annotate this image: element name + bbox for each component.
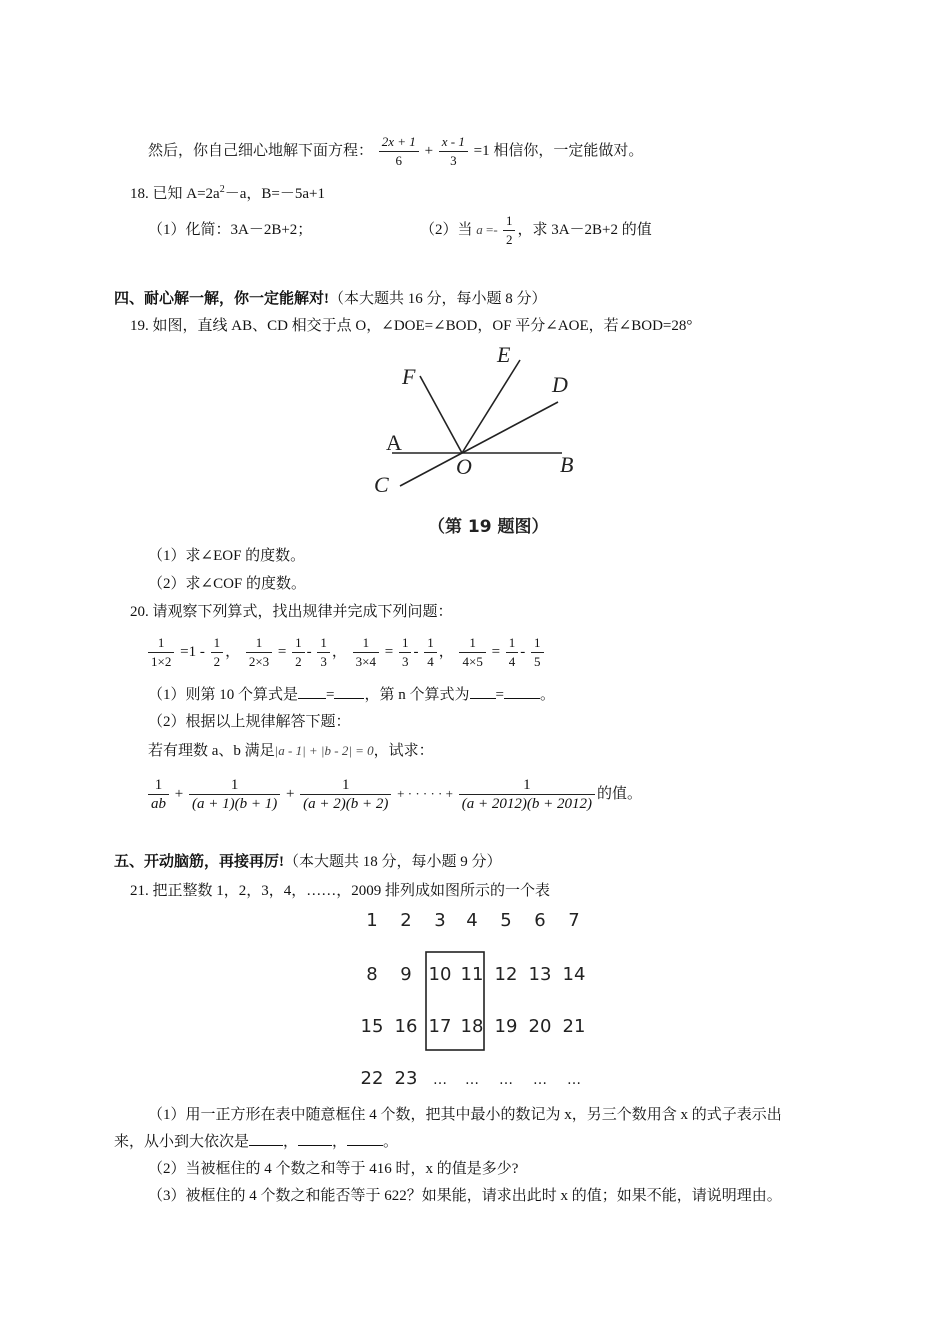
intro-fraction-2 xyxy=(439,134,468,169)
q18-stem-suffix: －a，B=－5a+1 xyxy=(224,186,325,202)
sum-term-2: $\frac{1}{(a + 1)(b + 1)}$ xyxy=(189,777,280,812)
q18-part2-prefix: （2）当 xyxy=(420,222,473,238)
intro-fraction-1-den: 6 xyxy=(395,153,403,168)
q20-cond-prefix: 若有理数 a、b 满足 xyxy=(148,743,275,759)
series-2-lhs: $\frac{1}{2\times 3}$ xyxy=(246,635,272,670)
table-cell: 14 xyxy=(562,964,586,985)
series-1-lhs-den: 1×2 xyxy=(151,654,172,670)
series-2-a: 2 xyxy=(295,654,302,670)
intro-prefix: 然后，你自己细心地解下面方程： xyxy=(148,142,374,159)
q19-part2 xyxy=(148,574,306,594)
sum-tail: 的值。 xyxy=(596,786,642,802)
section5-title: 五、开动脑筋，再接再厉! xyxy=(114,854,284,870)
q20-part2-text: （2）根据以上规律解答下题： xyxy=(148,714,351,730)
q18-part1-text: （1）化简：3A－2B+2； xyxy=(148,222,313,238)
q21-part2-text: （2）当被框住的 4 个数之和等于 416 时，x 的值是多少? xyxy=(148,1161,519,1177)
q18-stem xyxy=(130,180,325,204)
intro-suffix: 相信你，一定能做对。 xyxy=(493,142,644,159)
table-cell: 4 xyxy=(466,910,478,931)
q19-part1-text: （1）求∠EOF 的度数。 xyxy=(148,548,306,564)
q20-cond-expr: |a - 1| + |b - 2| = 0 xyxy=(274,743,374,758)
q18-part2-var: a xyxy=(476,222,483,237)
q20-part2 xyxy=(148,712,351,732)
q20-condition xyxy=(148,741,434,761)
table-cell: 3 xyxy=(434,910,446,931)
q20-part1-a: （1）则第 10 个算式是 xyxy=(148,687,299,703)
label-f: F xyxy=(402,364,416,389)
intro-fraction-2-num: x - 1 xyxy=(439,134,468,152)
table-cell: … xyxy=(433,1072,447,1088)
table-cell: … xyxy=(499,1072,513,1088)
blank-7[interactable] xyxy=(347,1131,383,1146)
series-3-a: 3 xyxy=(401,654,409,670)
line-cd xyxy=(400,402,558,486)
table-cell: 19 xyxy=(494,1016,518,1037)
series-3-b: 4 xyxy=(427,654,434,670)
q21-part2 xyxy=(148,1159,518,1179)
q19-stem-text: 19. 如图，直线 AB、CD 相交于点 O，∠DOE=∠BOD，OF 平分∠AOE，若∠BOD=28° xyxy=(130,318,693,334)
q21-sep-1: ， xyxy=(283,1134,299,1150)
q19-part1 xyxy=(148,546,305,566)
table-cell: 15 xyxy=(360,1016,384,1037)
intro-fraction-1 xyxy=(379,134,419,169)
table-cell: … xyxy=(533,1072,547,1088)
blank-2[interactable] xyxy=(334,684,364,699)
table-cell: 7 xyxy=(568,910,580,931)
series-2-b: 3 xyxy=(320,654,327,670)
section4-heading xyxy=(114,289,547,309)
series-1-rhs: $\frac{1}{2}$ xyxy=(211,635,224,670)
section5-heading xyxy=(114,852,502,872)
figure-19-caption: （第 19 题图） xyxy=(428,517,549,537)
table-cell: 5 xyxy=(500,910,512,931)
series-2-rhs-b: $\frac{1}{3}$ xyxy=(317,635,330,670)
section4-note: （本大题共 16 分，每小题 8 分） xyxy=(329,291,547,307)
blank-3[interactable] xyxy=(470,684,496,699)
q20-stem xyxy=(130,602,453,622)
table-cell: 10 xyxy=(428,964,452,985)
intro-fraction-1-num: 2x + 1 xyxy=(379,134,419,152)
series-4-rhs-b: $\frac{1}{5}$ xyxy=(531,635,544,670)
series-1-a: 1 xyxy=(188,644,197,660)
sum-term-3-den: (a + 2)(b + 2) xyxy=(303,796,389,813)
series-3-lhs: $\frac{1}{3\times 4}$ xyxy=(353,635,379,670)
q19-part2-text: （2）求∠COF 的度数。 xyxy=(148,576,306,592)
q18-stem-prefix: 18. 已知 A=2a xyxy=(130,186,220,202)
table-cell: … xyxy=(567,1072,581,1088)
series-4-lhs-den: 4×5 xyxy=(462,654,483,670)
label-c: C xyxy=(374,472,389,497)
series-4-lhs: $\frac{1}{4\times 5}$ xyxy=(459,635,485,670)
series-4-a: 4 xyxy=(508,654,516,670)
label-a: A xyxy=(386,430,402,455)
table-cell: 1 xyxy=(366,910,378,931)
table-cell: 12 xyxy=(494,964,518,985)
q20-part1-e: 。 xyxy=(539,687,555,703)
q18-part2-eq: =- xyxy=(482,222,501,237)
q20-part1 xyxy=(148,684,555,705)
series-3-rhs-b: $\frac{1}{4}$ xyxy=(424,635,437,670)
table-cell: 2 xyxy=(400,910,412,931)
q21-part3-text: （3）被框住的 4 个数之和能否等于 622？如果能，请求出此时 x 的值；如果不能，请说明理由。 xyxy=(148,1188,782,1204)
sum-term-1-den: ab xyxy=(151,796,166,813)
table-cell: 18 xyxy=(460,1016,484,1037)
ray-of xyxy=(420,376,462,453)
q21-part1-line1 xyxy=(148,1105,782,1125)
intro-line xyxy=(148,134,644,168)
table-cell: 20 xyxy=(528,1016,552,1037)
number-table xyxy=(360,908,590,1088)
table-cell: 9 xyxy=(400,964,412,985)
figure-19 xyxy=(372,340,594,540)
sum-term-4-den: (a + 2012)(b + 2012) xyxy=(461,796,592,813)
q18-part2-num: 1 xyxy=(503,213,516,231)
series-4-b: 5 xyxy=(534,654,541,670)
series-4-rhs-a: $\frac{1}{4}$ xyxy=(506,635,519,670)
q18-part2-fraction xyxy=(503,213,516,248)
section4-title: 四、耐心解一解，你一定能解对! xyxy=(114,291,329,307)
q20-stem-text: 20. 请观察下列算式，找出规律并完成下列问题： xyxy=(130,604,453,620)
table-cell: 21 xyxy=(562,1016,586,1037)
blank-5[interactable] xyxy=(249,1131,283,1146)
q20-sum: $\frac{1}{ab}$ + $\frac{1}{(a + 1)(b + 1)}$ + $\frac{1}{(a + 2)(b + 2)}$ + · · · · · + $\frac{1}{(a + 2012)(b + 2012)}$ 的值。 xyxy=(146,770,642,818)
q21-end: 。 xyxy=(383,1134,399,1150)
series-3-lhs-den: 3×4 xyxy=(355,654,376,670)
q21-stem xyxy=(130,881,550,901)
table-cell: 8 xyxy=(366,964,378,985)
ray-oe xyxy=(462,360,520,453)
series-2-rhs-a: $\frac{1}{2}$ xyxy=(292,635,305,670)
q21-part1-line2-text: 来，从小到大依次是 xyxy=(114,1134,250,1150)
sum-term-3: $\frac{1}{(a + 2)(b + 2)}$ xyxy=(300,777,391,812)
series-1-lhs: $\frac{1}{1\times 2}$ xyxy=(148,635,174,670)
label-b: B xyxy=(560,452,574,477)
blank-6[interactable] xyxy=(298,1131,332,1146)
table-cell: 16 xyxy=(394,1016,418,1037)
q21-sep-2: ， xyxy=(332,1134,348,1150)
sum-term-4: $\frac{1}{(a + 2012)(b + 2012)}$ xyxy=(459,777,595,812)
blank-4[interactable] xyxy=(504,684,540,699)
series-2-lhs-den: 2×3 xyxy=(248,654,270,670)
intro-equals: =1 xyxy=(473,142,490,159)
intro-fraction-2-den: 3 xyxy=(450,153,457,168)
series-1-b: 2 xyxy=(213,654,221,670)
table-cell: … xyxy=(465,1072,479,1088)
q18-part2 xyxy=(420,212,652,248)
sum-dots: + · · · · · + xyxy=(397,786,453,801)
q20-part1-c: ，第 n 个算式为 xyxy=(364,687,470,703)
intro-plus: + xyxy=(424,142,434,159)
q21-stem-text: 21. 把正整数 1，2，3，4，……，2009 排列成如图所示的一个表 xyxy=(130,883,551,899)
q20-part1-d: = xyxy=(495,687,504,703)
blank-1[interactable] xyxy=(298,684,326,699)
sum-term-2-den: (a + 1)(b + 1) xyxy=(191,796,278,813)
sum-term-1: $\frac{1}{ab}$ xyxy=(148,777,169,812)
q18-part2-suffix: ，求 3A－2B+2 的值 xyxy=(517,222,652,238)
q21-part1-line1-text: （1）用一正方形在表中随意框住 4 个数，把其中最小的数记为 x，另三个数用含 x 的式子表示出 xyxy=(148,1107,782,1123)
q18-part1 xyxy=(148,220,312,240)
q20-series: $\frac{1}{1\times 2}$ =1 - $\frac{1}{2}$ ， $\frac{1}{2\times 3}$ = $\frac{1}{2}$ - $\frac{1}{3}$ ， $\frac{1}{3\times 4}$ = $\frac{1}{3}$ - $\frac{1}{4}$ ， $\frac{1}{4\times 5}$ = $\frac{1}{4}$ - $\frac{1}{5}$ xyxy=(146,630,546,674)
q21-part3 xyxy=(148,1186,782,1206)
label-e: E xyxy=(497,342,511,367)
table-cell: 13 xyxy=(528,964,552,985)
q19-stem xyxy=(130,316,692,336)
table-cell: 6 xyxy=(534,910,546,931)
table-cell: 22 xyxy=(360,1068,384,1088)
section5-note: （本大题共 18 分，每小题 9 分） xyxy=(284,854,502,870)
q20-cond-suffix: ，试求： xyxy=(373,743,434,759)
table-cell: 23 xyxy=(394,1068,418,1088)
q20-part1-b: = xyxy=(326,687,335,703)
table-cell: 11 xyxy=(460,964,484,985)
q18-part2-den: 2 xyxy=(505,232,513,248)
label-o: O xyxy=(456,454,472,479)
series-3-rhs-a: $\frac{1}{3}$ xyxy=(399,635,412,670)
number-table-cells xyxy=(361,910,586,1088)
q21-part1-line2 xyxy=(114,1131,398,1152)
table-cell: 17 xyxy=(428,1016,452,1037)
q18-stem-sup: 2 xyxy=(219,184,225,195)
label-d: D xyxy=(552,372,568,397)
